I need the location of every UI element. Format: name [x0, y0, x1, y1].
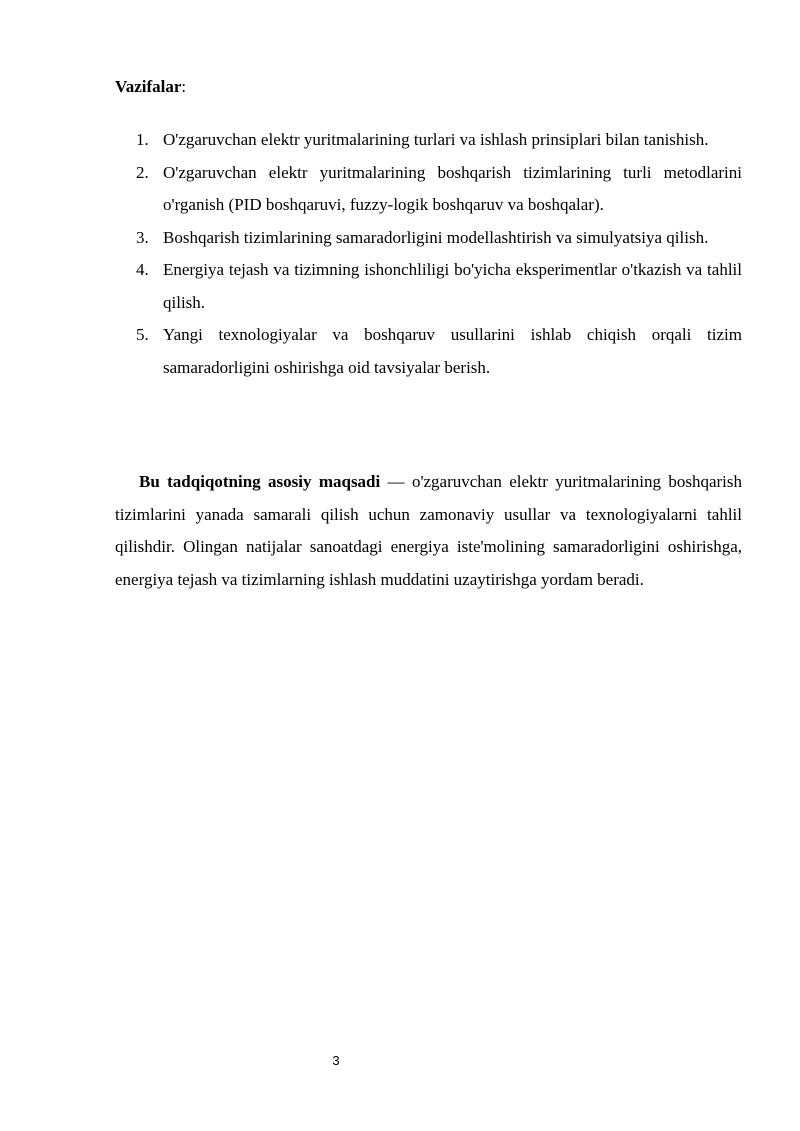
paragraph-bold-lead: Bu tadqiqotning asosiy maqsadi: [139, 472, 381, 491]
task-item-5: [115, 319, 742, 384]
heading-colon: :: [181, 77, 187, 96]
purpose-paragraph: [115, 466, 742, 596]
heading-title: Vazifalar: [115, 77, 182, 96]
task-number: 2.: [136, 162, 149, 182]
task-text: O'zgaruvchan elektr yuritmalarining turlari va ishlash prinsiplari bilan tanishish.: [163, 130, 709, 149]
page-number: 3: [332, 1053, 340, 1068]
task-number: 1.: [136, 130, 149, 149]
task-number: 3.: [136, 227, 149, 247]
task-text: Boshqarish tizimlarining samaradorligini modellashtirish va simulyatsiya qilish.: [163, 227, 709, 247]
task-item-2: [115, 157, 742, 222]
task-text: O'zgaruvchan elektr yuritmalarining boshqarish tizimlarining turli metodlarini o'rganish (PID boshqaruvi, fuzzy-logik boshqaruv va boshqalar).: [163, 162, 742, 214]
section-heading: [115, 76, 186, 98]
paragraph-text: — o'zgaruvchan elektr yuritmalarining boshqarish tizimlarini yanada samarali qilish uchun zamonaviy usullar va texnologiyalarni tahlil qilishdir. Olingan natijalar sanoatdagi energiya iste'molining samaradorligini oshirishga, energiya tejash va tizimlarning ishlash muddatini uzaytirishga yordam beradi.: [115, 472, 742, 589]
task-item-4: [115, 254, 742, 319]
task-item-3: [115, 222, 742, 255]
task-text: Yangi texnologiyalar va boshqaruv usullarini ishlab chiqish orqali tizim samaradorligini oshirishga oid tavsiyalar berish.: [163, 325, 742, 377]
task-number: 4.: [136, 260, 149, 279]
task-item-1: [115, 124, 742, 157]
task-list: [115, 124, 742, 384]
task-number: 5.: [136, 325, 149, 344]
task-text: Energiya tejash va tizimning ishonchliligi bo'yicha eksperimentlar o'tkazish va tahlil qilish.: [163, 260, 742, 312]
